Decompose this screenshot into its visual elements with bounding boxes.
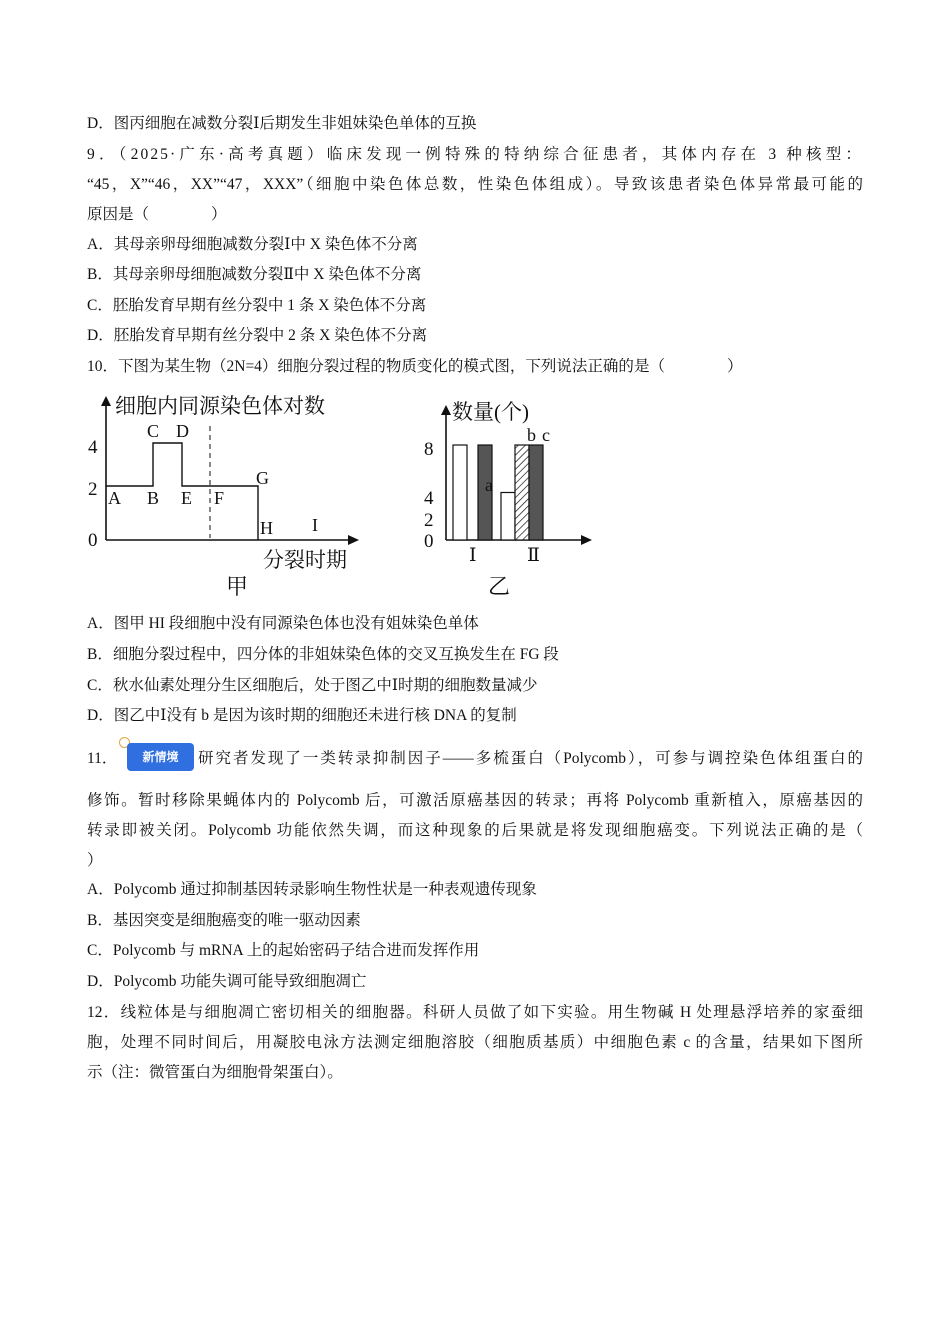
jia-caption: 甲 — [226, 574, 249, 599]
yi-bar-label-a: a — [485, 475, 493, 495]
jia-point-h: H — [260, 518, 273, 538]
q9-option-b: B．其母亲卵母细胞减数分裂Ⅱ中 X 染色体不分离 — [87, 266, 422, 283]
q9-stem-line3: 原因是（ ） — [87, 206, 227, 223]
jia-point-c: C — [147, 421, 160, 441]
q9-stem-line1: 9．（2025·广东·高考真题）临床发现一例特殊的特纳综合征患者，其体内存在 3 种核型： — [87, 146, 863, 163]
jia-point-d: D — [176, 421, 189, 441]
jia-x-arrow-icon — [348, 535, 359, 545]
q11-option-c: C．Polycomb 与 mRNA 上的起始密码子结合进而发挥作用 — [87, 942, 480, 959]
q8-option-d: D．图丙细胞在减数分裂Ⅰ后期发生非姐妹染色单体的互换 — [87, 115, 477, 132]
yi-bar-label-c: c — [542, 425, 550, 445]
yi-ytick-0: 0 — [424, 531, 434, 552]
q11-number: 11． — [87, 750, 118, 767]
q10-figure-svg — [80, 388, 620, 603]
q10-option-a: A．图甲 HI 段细胞中没有同源染色体也没有姐妹染色单体 — [87, 615, 479, 632]
yi-group-label-2: Ⅱ — [527, 545, 540, 566]
q12-stem-line2: 胞，处理不同时间后，用凝胶电泳方法测定细胞溶胶（细胞质基质）中细胞色素 c 的含量，结果如下图所 — [87, 1034, 863, 1051]
yi-ytick-4: 4 — [424, 488, 434, 509]
q10-figure — [80, 388, 620, 608]
yi-group-label-1: Ⅰ — [469, 545, 477, 566]
yi-bars — [453, 445, 543, 540]
yi-bar-c-2 — [529, 445, 543, 540]
q12-stem-line3: 示（注：微管蛋白为细胞骨架蛋白）。 — [87, 1064, 343, 1081]
yi-ytick-2: 2 — [424, 510, 434, 531]
jia-point-b: B — [147, 488, 160, 508]
yi-bar-a-2 — [501, 493, 515, 541]
jia-y-label: 细胞内同源染色体对数 — [115, 394, 325, 418]
jia-point-g: G — [256, 468, 269, 488]
q11-stem-line1: 研究者发现了一类转录抑制因子——多梳蛋白（Polycomb），可参与调控染色体组蛋白的 — [198, 750, 863, 767]
yi-caption: 乙 — [488, 574, 511, 599]
chart-yi — [424, 400, 592, 599]
q11-option-a: A．Polycomb 通过抑制基因转录影响生物性状是一种表观遗传现象 — [87, 881, 537, 898]
q12-stem-line1: 12．线粒体是与细胞凋亡密切相关的细胞器。科研人员做了如下实验。用生物碱 H 处理悬浮培养的家蚕细 — [87, 1004, 863, 1021]
jia-point-i: I — [312, 515, 318, 535]
jia-x-label: 分裂时期 — [263, 548, 347, 572]
jia-point-f: F — [214, 488, 225, 508]
q10-option-b: B．细胞分裂过程中，四分体的非姐妹染色体的交叉互换发生在 FG 段 — [87, 646, 559, 663]
yi-y-label: 数量(个) — [452, 400, 529, 424]
jia-ytick-2: 2 — [88, 479, 98, 500]
q9-option-c: C．胚胎发育早期有丝分裂中 1 条 X 染色体不分离 — [87, 297, 427, 314]
yi-bar-b-2 — [515, 445, 529, 540]
yi-bar-a-1 — [453, 445, 467, 540]
jia-point-a: A — [108, 488, 121, 508]
new-context-badge: 新情境 — [127, 743, 194, 771]
jia-ytick-4: 4 — [88, 437, 98, 458]
yi-bar-label-b: b — [527, 425, 536, 445]
q11-stem-line2: 修饰。暂时移除果蝇体内的 Polycomb 后，可激活原癌基因的转录；再将 Polycomb 重新植入，原癌基因的 — [87, 792, 863, 809]
q9-option-a: A．其母亲卵母细胞减数分裂Ⅰ中 X 染色体不分离 — [87, 236, 418, 253]
q11-option-d: D．Polycomb 功能失调可能导致细胞凋亡 — [87, 973, 367, 990]
jia-y-arrow-icon — [101, 396, 111, 406]
q10-stem: 10．下图为某生物（2N=4）细胞分裂过程的物质变化的模式图，下列说法正确的是（ ） — [87, 358, 743, 375]
q11-option-b: B．基因突变是细胞癌变的唯一驱动因素 — [87, 912, 361, 929]
yi-x-arrow-icon — [581, 535, 592, 545]
jia-point-e: E — [181, 488, 192, 508]
q9-option-d: D．胚胎发育早期有丝分裂中 2 条 X 染色体不分离 — [87, 327, 428, 344]
yi-y-arrow-icon — [441, 405, 451, 415]
q10-option-c: C．秋水仙素处理分生区细胞后，处于图乙中Ⅰ时期的细胞数量减少 — [87, 677, 538, 694]
yi-ytick-8: 8 — [424, 439, 434, 460]
jia-ytick-0: 0 — [88, 530, 98, 551]
chart-jia — [88, 394, 359, 599]
q11-stem-line3: 转录即被关闭。Polycomb 功能依然失调，而这种现象的后果就是将发现细胞癌变。下列说法正确的是（ — [87, 822, 863, 839]
q10-option-d: D．图乙中Ⅰ没有 b 是因为该时期的细胞还未进行核 DNA 的复制 — [87, 707, 517, 724]
q9-stem-line2: “45，X”“46，XX”“47，XXX”（细胞中染色体总数，性染色体组成）。导致该患者染色体异常最可能的 — [87, 176, 863, 193]
q11-stem-line4: ） — [87, 852, 103, 869]
